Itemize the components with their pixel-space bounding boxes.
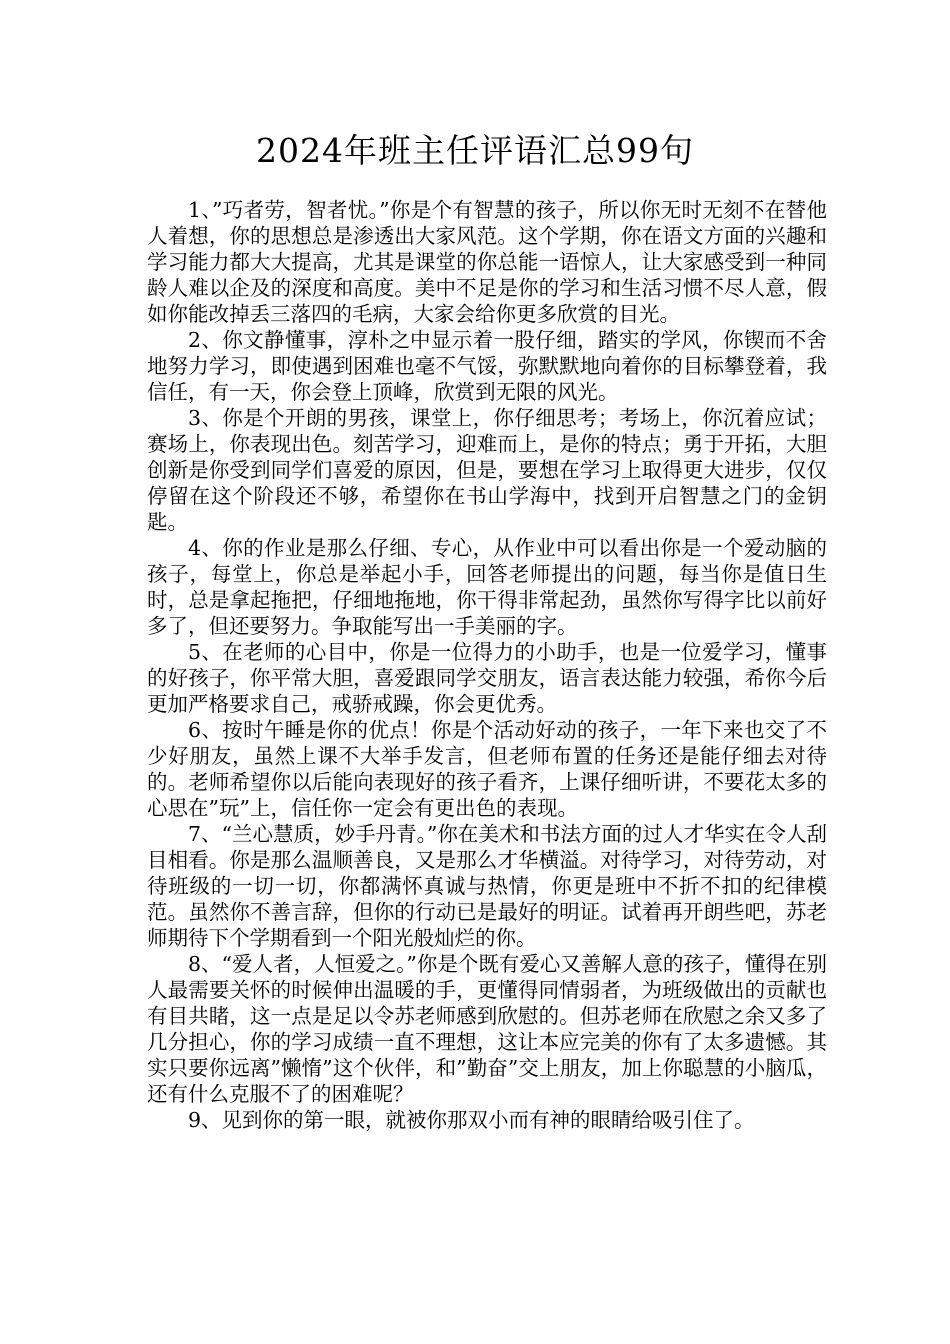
paragraph-6: 6、按时午睡是你的优点！你是个活动好动的孩子，一年下来也交了不少好朋友，虽然上课不大举手发言，但老师布置的任务还是能仔细去对待的。老师希望你以后能向表现好的孩子看齐，上课仔细听讲，不要花太多的心思在”玩”上，信任你一定会有更出色的表现。: [147, 718, 827, 820]
paragraph-7: 7、“兰心慧质，妙手丹青。”你在美术和书法方面的过人才华实在令人刮目相看。你是那么温顺善良，又是那么才华横溢。对待学习，对待劳动，对待班级的一切一切，你都满怀真诚与热情，你更是班中不折不扣的纪律模范。虽然你不善言辞，但你的行动已是最好的明证。试着再开朗些吧，苏老师期待下个学期看到一个阳光般灿烂的你。: [147, 822, 827, 950]
paragraph-4: 4、你的作业是那么仔细、专心，从作业中可以看出你是一个爱动脑的孩子，每堂上，你总是举起小手，回答老师提出的问题，每当你是值日生时，总是拿起拖把，仔细地拖地，你干得非常起劲，虽然你写得字比以前好多了，但还要努力。争取能写出一手美丽的字。: [147, 536, 827, 638]
paragraph-2: 2、你文静懂事，淳朴之中显示着一股仔细，踏实的学风，你锲而不舍地努力学习，即使遇到困难也毫不气馁，弥默默地向着你的目标攀登着，我信任，有一天，你会登上顶峰，欣赏到无限的风光。: [147, 328, 827, 404]
paragraph-5: 5、在老师的心目中，你是一位得力的小助手，也是一位爱学习，懂事的好孩子，你平常大胆，喜爱跟同学交朋友，语言表达能力较强，希你今后更加严格要求自己，戒骄戒躁，你会更优秀。: [147, 640, 827, 716]
paragraph-8: 8、“爱人者，人恒爱之。”你是个既有爱心又善解人意的孩子，懂得在别人最需要关怀的时候伸出温暖的手，更懂得同情弱者，为班级做出的贡献也有目共睹，这一点是足以令苏老师感到欣慰的。但苏老师在欣慰之余又多了几分担心，你的学习成绩一直不理想，这让本应完美的你有了太多遗憾。其实只要你远离”懒惰”这个伙伴，和”勤奋”交上朋友，加上你聪慧的小脑瓜，还有什么克服不了的困难呢？: [147, 952, 827, 1106]
paragraph-9: 9、见到你的第一眼，就被你那双小而有神的眼睛给吸引住了。: [188, 1108, 755, 1132]
document-title: 2024年班主任评语汇总99句: [256, 131, 694, 170]
paragraph-3: 3、你是个开朗的男孩，课堂上，你仔细思考；考场上，你沉着应试；赛场上，你表现出色。刻苦学习，迎难而上，是你的特点；勇于开拓，大胆创新是你受到同学们喜爱的原因，但是，要想在学习上取得更大进步，仅仅停留在这个阶段还不够，希望你在书山学海中，找到开启智慧之门的金钥匙。: [147, 406, 827, 534]
document-body: [147, 197, 827, 1133]
paragraph-1: 1、”巧者劳，智者忧。”你是个有智慧的孩子，所以你无时无刻不在替他人着想，你的思想总是渗透出大家风范。这个学期，你在语文方面的兴趣和学习能力都大大提高，尤其是课堂的你总能一语惊人，让大家感受到一种同龄人难以企及的深度和高度。美中不足是你的学习和生活习惯不尽人意，假如你能改掉丢三落四的毛病，大家会给你更多欣赏的目光。: [147, 198, 827, 326]
